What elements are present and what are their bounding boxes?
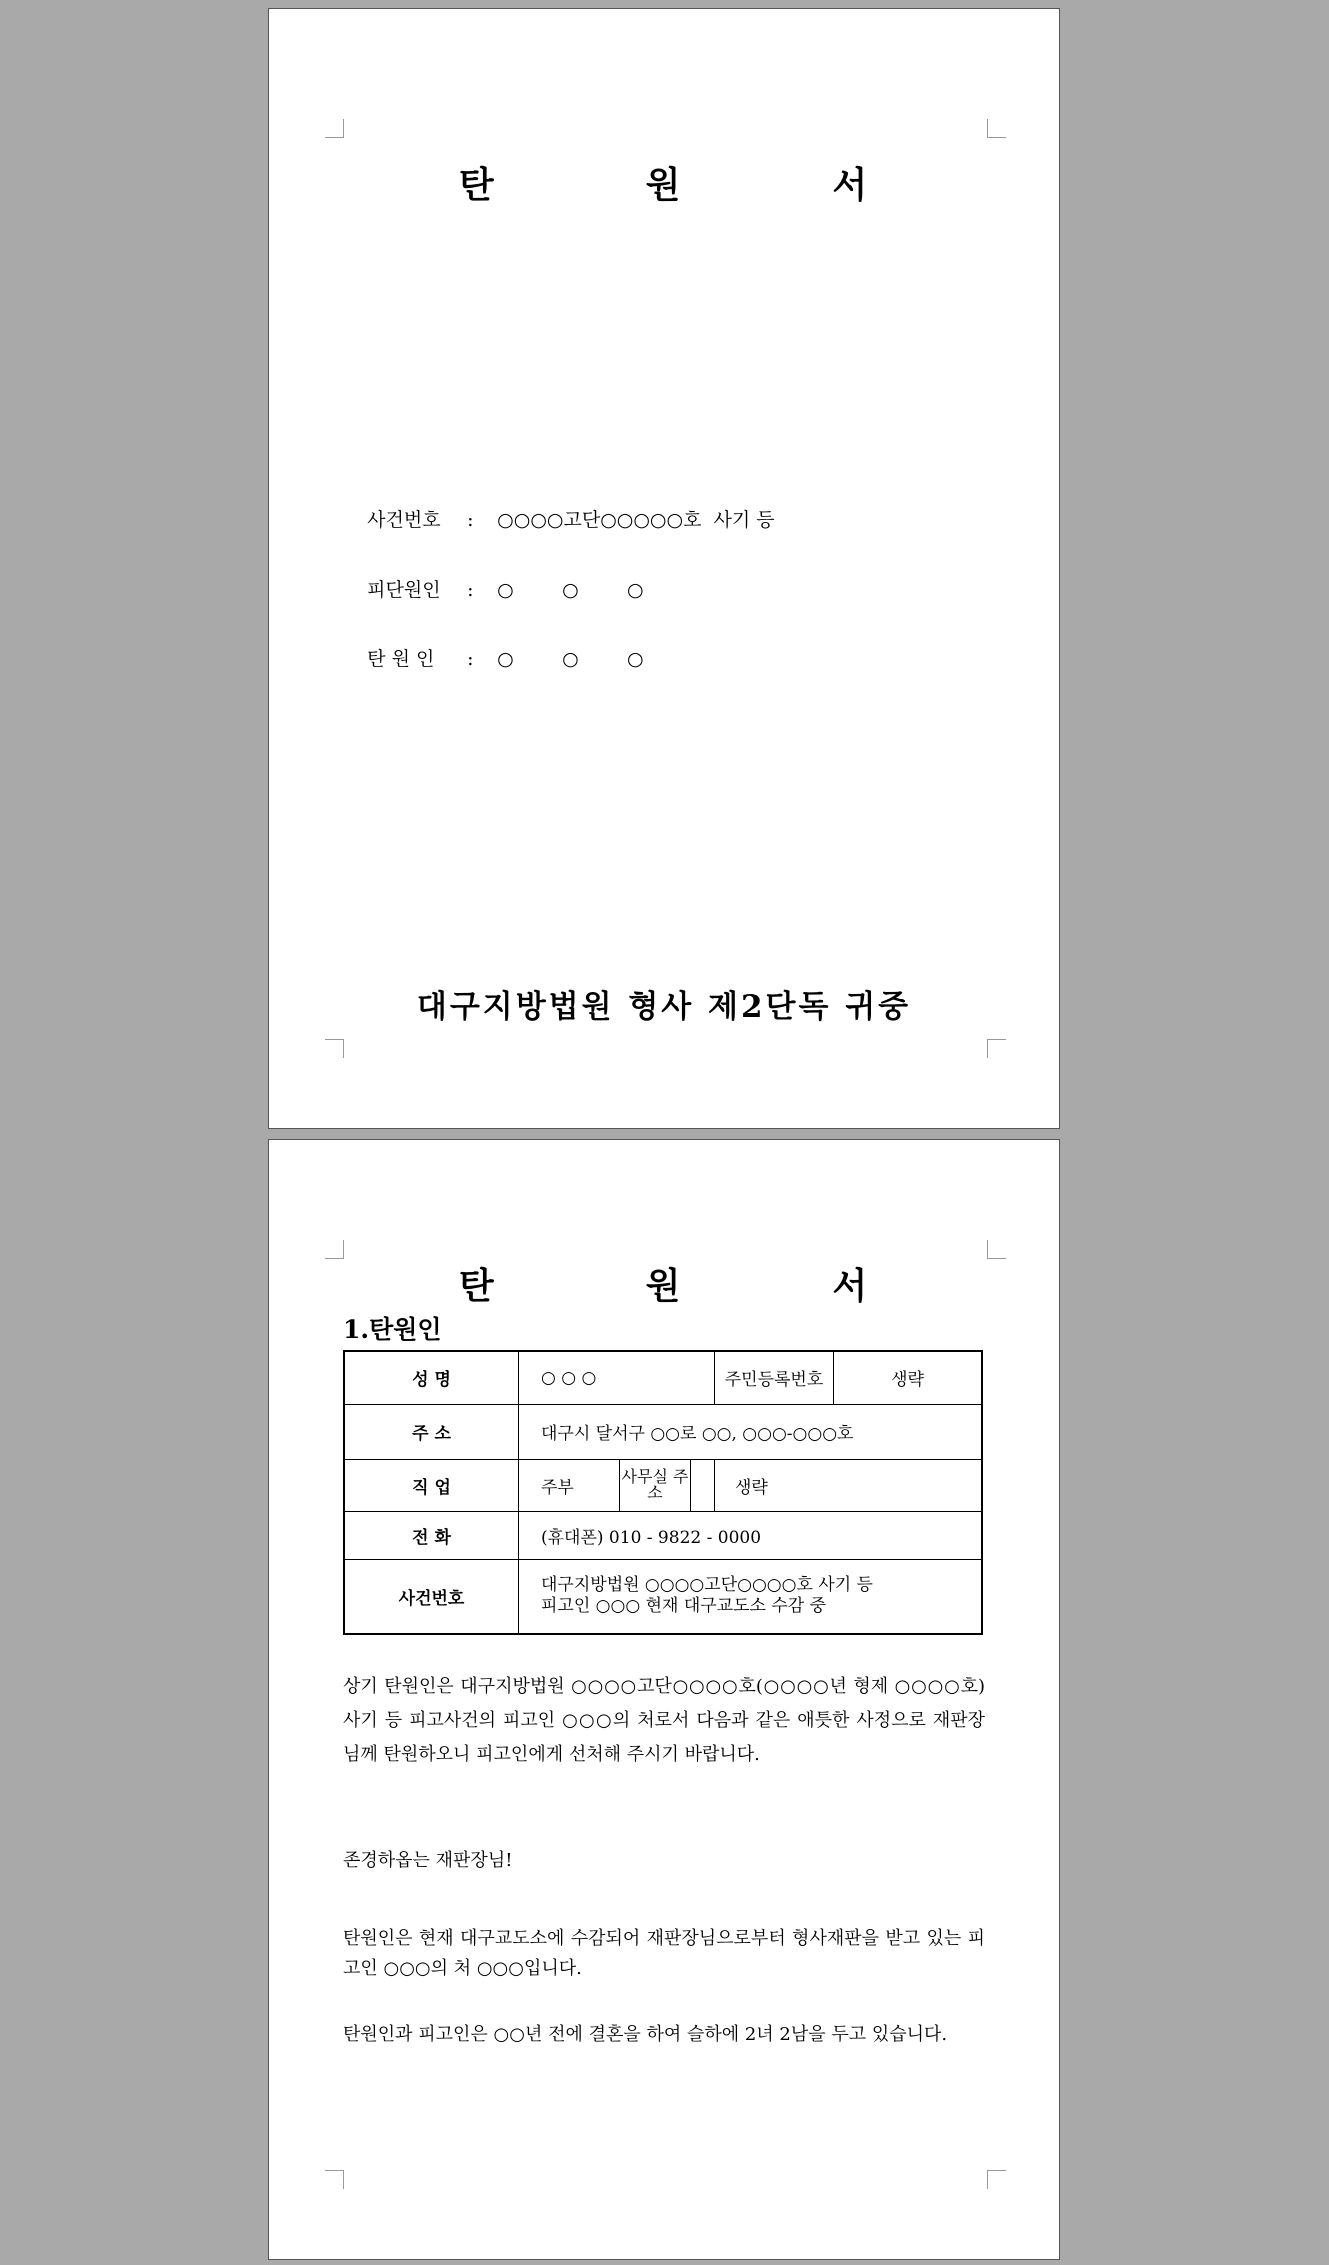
phone-label: 전 화 (344, 1511, 519, 1559)
section-title: 1.탄원인 (343, 1315, 442, 1344)
title-char: 서 (832, 1265, 870, 1307)
title-char: 원 (645, 1265, 683, 1307)
case-number-value (519, 1559, 983, 1634)
respondent-value: ○ ○ ○ (497, 579, 644, 601)
colon: : (467, 648, 474, 670)
document-page-2 (268, 1139, 1060, 2260)
page-title (269, 1258, 1059, 1309)
id-label: 주민등록번호 (715, 1351, 834, 1404)
title-char: 원 (645, 164, 683, 206)
margin-corner-mark (325, 2170, 344, 2189)
salutation: 존경하옵는 재판장님! (343, 1850, 513, 1871)
title-char: 서 (832, 164, 870, 206)
title-char: 탄 (458, 164, 496, 206)
case-number-label: 사건번호 (367, 509, 441, 531)
petitioner-value: ○ ○ ○ (497, 648, 644, 670)
petitioner-info-table (343, 1350, 983, 1635)
body-paragraph: 탄원인은 현재 대구교도소에 수감되어 재판장님으로부터 형사재판을 받고 있는 피고인 ○○○의 처 ○○○입니다. (343, 1928, 985, 1979)
name-value: ○ ○ ○ (519, 1351, 715, 1404)
address-value: 대구시 달서구 ○○로 ○○, ○○○-○○○호 (519, 1404, 983, 1459)
petitioner-label: 탄 원 인 (367, 648, 435, 670)
page-title (269, 157, 1059, 208)
table-row (344, 1404, 982, 1459)
margin-corner-mark (987, 1240, 1006, 1259)
name-label: 성 명 (344, 1351, 519, 1404)
colon: : (467, 509, 474, 531)
table-row (344, 1459, 982, 1511)
case-number-row (343, 483, 775, 554)
office-address-value: 생략 (715, 1459, 983, 1511)
petitioner-row (343, 622, 644, 693)
body-paragraph: 탄원인과 피고인은 ○○년 전에 결혼을 하여 슬하에 2녀 2남을 두고 있습니다. (343, 2024, 948, 2045)
table-row (344, 1351, 982, 1404)
id-value: 생략 (834, 1351, 983, 1404)
margin-corner-mark (987, 1039, 1006, 1058)
case-value-line: 피고인 ○○○ 현재 대구교도소 수감 중 (541, 1596, 827, 1617)
court-addressee: 대구지방법원 형사 제2단독 귀중 (416, 989, 912, 1025)
case-value-line: 대구지방법원 ○○○○고단○○○○호 사기 등 (541, 1575, 873, 1596)
document-page-1 (268, 8, 1060, 1129)
margin-corner-mark (987, 2170, 1006, 2189)
table-row (344, 1511, 982, 1559)
margin-corner-mark (987, 119, 1006, 138)
job-office-cell (519, 1459, 715, 1511)
job-value: 주부 (541, 1477, 574, 1498)
margin-corner-mark (325, 119, 344, 138)
case-number-value: ○○○○고단○○○○○호 사기 등 (497, 509, 775, 531)
main-paragraph: 상기 탄원인은 대구지방법원 ○○○○고단○○○○호(○○○○년 형제 ○○○○호) 사기 등 피고사건의 피고인 ○○○의 처로서 다음과 같은 애틋한 사정으로 재판장님께 탄원하오니 피고인에게 선처해 주시기 바랍니다. (343, 1676, 985, 1765)
phone-value: (휴대폰) 010 - 9822 - 0000 (519, 1511, 983, 1559)
case-number-label: 사건번호 (344, 1559, 519, 1634)
margin-corner-mark (325, 1240, 344, 1259)
title-char: 탄 (458, 1265, 496, 1307)
margin-corner-mark (325, 1039, 344, 1058)
respondent-label: 피단원인 (367, 579, 441, 601)
table-row (344, 1559, 982, 1634)
address-label: 주 소 (344, 1404, 519, 1459)
office-address-label: 사무실 주 소 (619, 1460, 691, 1511)
respondent-row (343, 553, 644, 624)
colon: : (467, 579, 474, 601)
job-label: 직 업 (344, 1459, 519, 1511)
